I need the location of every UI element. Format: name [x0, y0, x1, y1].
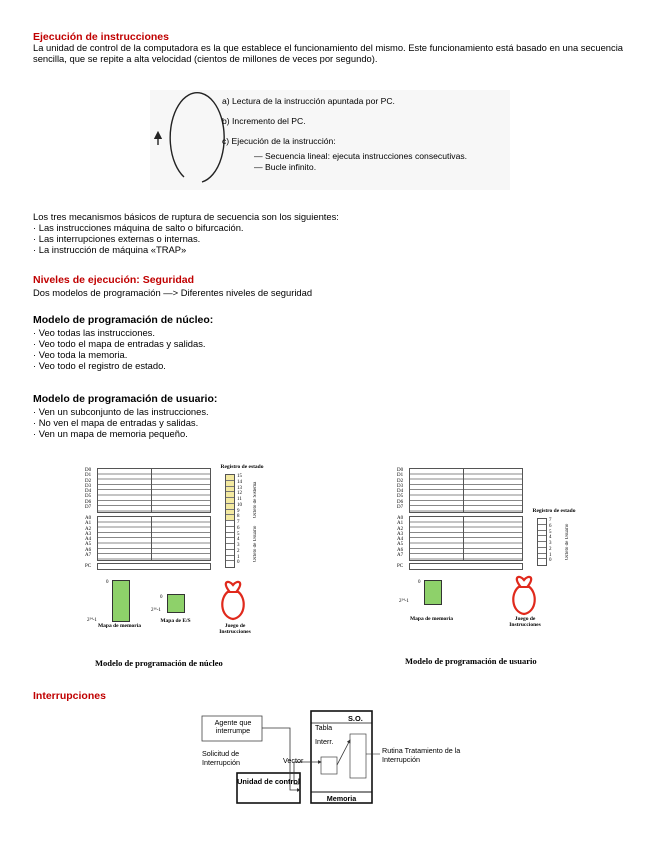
status-bit-numbers [237, 474, 242, 566]
status-bit-number: 6 [237, 525, 240, 531]
status-bit-number: 15 [237, 474, 242, 479]
status-bit-number: 13 [237, 485, 242, 491]
register-label: A2 [85, 526, 92, 532]
kernel-model-caption: Modelo de programación de núcleo [95, 658, 223, 668]
status-bit-number: 12 [237, 491, 242, 497]
status-bit-cell [226, 561, 234, 567]
address-register-labels [397, 516, 403, 558]
interrupt-request-label: Solicitud de Interrupción [202, 749, 240, 767]
interrupt-diagram [190, 710, 480, 810]
data-register-bank [409, 468, 523, 513]
os-label: S.O. [348, 714, 363, 723]
mem-top-label: 0 [418, 580, 421, 585]
register-label: A6 [397, 547, 404, 553]
address-register-labels [85, 516, 91, 558]
list-item: · No ven el mapa de entradas y salidas. [33, 417, 209, 428]
pc-label: PC [397, 564, 404, 569]
register-label: D1 [397, 473, 404, 479]
io-bottom-label: 2¹⁶-1 [151, 608, 161, 613]
system-byte-label: Octeto de Sistema [253, 481, 258, 518]
register-label: D0 [85, 468, 92, 473]
register-label: D3 [85, 483, 92, 489]
user-list [33, 406, 209, 439]
status-bit-numbers [549, 518, 552, 564]
list-item: · La instrucción de máquina «TRAP» [33, 244, 244, 255]
routine-label: Rutina Tratamiento de la Interrupción [382, 746, 461, 764]
register-label: D0 [397, 468, 404, 473]
memory-map-label: Mapa de memoria [97, 623, 142, 629]
status-bit-number: 9 [237, 508, 240, 514]
register-label: A5 [85, 542, 92, 548]
register-label: D4 [397, 489, 404, 495]
kernel-model-figure [85, 462, 285, 672]
register-label: D4 [85, 489, 92, 495]
register-divider [151, 516, 152, 561]
status-bit-number: 0 [549, 558, 552, 564]
register-label: A4 [85, 537, 92, 543]
register-label: A6 [85, 547, 92, 553]
register-label: D3 [397, 483, 404, 489]
status-bit-number: 10 [237, 502, 242, 508]
interrupt-agent-label: Agente que interrumpe [214, 718, 252, 735]
instruction-set-label: Juego de Instrucciones [509, 616, 541, 628]
status-bit-number: 1 [237, 554, 240, 560]
list-item: · Veo todo el registro de estado. [33, 360, 206, 371]
pc-register [97, 563, 211, 570]
status-bit-number: 4 [549, 535, 552, 541]
register-label: D2 [85, 478, 92, 484]
section-title-ejecucion: Ejecución de instrucciones [33, 31, 169, 43]
status-bit-number: 7 [237, 520, 240, 525]
data-register-labels [85, 468, 91, 510]
register-label: A2 [397, 526, 404, 532]
user-model-figure [397, 462, 597, 672]
instruction-set-label: Juego de Instrucciones [219, 623, 251, 635]
mechanisms-intro: Los tres mecanismos básicos de ruptura de secuencia son los siguientes: [33, 211, 339, 222]
status-bit-number: 5 [237, 531, 240, 537]
intro-paragraph: La unidad de control de la computadora es la que establece el funcionamiento del mismo. Este funcionamiento está basado en una secuencia sencilla, que se repite a alta velocidad (cientos de millones de veces por segundo). [33, 42, 623, 64]
register-divider [463, 468, 464, 513]
cycle-step-c1: — Secuencia lineal: ejecuta instrucciones consecutivas. [254, 151, 468, 161]
kernel-list [33, 327, 206, 371]
memory-map [112, 580, 130, 622]
address-register-bank [409, 516, 523, 561]
register-label: D7 [397, 505, 404, 511]
vector-label: Vector [283, 756, 304, 765]
register-divider [463, 516, 464, 561]
list-item: · Veo toda la memoria. [33, 349, 206, 360]
instruction-bag-icon [218, 579, 248, 621]
register-label: A0 [397, 516, 404, 521]
user-byte-label: Octeto de Usuario [253, 525, 258, 562]
mem-top-label: 0 [106, 580, 109, 585]
mechanisms-list [33, 222, 244, 255]
status-register-title: Registro de estado [532, 508, 576, 514]
section-title-interrupciones: Interrupciones [33, 690, 106, 702]
status-bit-number: 1 [549, 552, 552, 558]
register-label: D7 [85, 505, 92, 511]
instruction-bag-icon [509, 574, 539, 616]
register-label: A0 [85, 516, 92, 521]
address-register-bank [97, 516, 211, 561]
list-item: · Ven un subconjunto de las instrucciones. [33, 406, 209, 417]
register-label: A1 [397, 521, 404, 527]
mem-bottom-label: 2²⁴-1 [399, 599, 409, 604]
register-label: A3 [397, 531, 404, 537]
status-bit-number: 7 [549, 518, 552, 523]
status-bit-number: 14 [237, 479, 242, 485]
register-label: A5 [397, 542, 404, 548]
cycle-figure [150, 90, 510, 190]
status-register [537, 518, 547, 566]
status-bit-number: 3 [237, 543, 240, 548]
status-bit-number: 4 [237, 537, 240, 543]
register-label: A4 [397, 537, 404, 543]
register-label: D5 [85, 494, 92, 500]
register-label: D1 [85, 473, 92, 479]
cycle-step-a: a) Lectura de la instrucción apuntada por PC. [222, 96, 395, 106]
io-map-label: Mapa de E/S [160, 618, 191, 624]
io-top-label: 0 [160, 595, 163, 600]
pc-label: PC [85, 564, 92, 569]
register-label: A7 [397, 553, 404, 559]
status-bit-number: 8 [237, 514, 240, 520]
register-label: A1 [85, 521, 92, 527]
register-label: D6 [85, 499, 92, 505]
register-label: A3 [85, 531, 92, 537]
status-bit-number: 2 [237, 548, 240, 554]
control-unit-label: Unidad de control [237, 777, 300, 786]
interrupt-table-label: Tabla Interr. [315, 723, 334, 746]
register-label: D5 [397, 494, 404, 500]
register-label: D6 [397, 499, 404, 505]
list-item: · Las interrupciones externas o internas. [33, 233, 244, 244]
mem-bottom-label: 2²⁴-1 [87, 618, 97, 623]
user-byte-label: Octeto de Usuario [565, 523, 570, 560]
io-map [167, 594, 185, 613]
status-bit-number: 11 [237, 497, 242, 502]
register-label: D2 [397, 478, 404, 484]
data-register-labels [397, 468, 403, 510]
memory-map [424, 580, 442, 605]
status-register-title: Registro de estado [220, 464, 264, 470]
memory-label: Memoria [326, 794, 357, 803]
list-item: · Ven un mapa de memoria pequeño. [33, 428, 209, 439]
memory-map-label: Mapa de memoria [409, 616, 454, 622]
register-label: A7 [85, 553, 92, 559]
data-register-bank [97, 468, 211, 513]
status-bit-number: 3 [549, 541, 552, 546]
status-bit-number: 6 [549, 523, 552, 529]
list-item: · Las instrucciones máquina de salto o bifurcación. [33, 222, 244, 233]
section-title-niveles: Niveles de ejecución: Seguridad [33, 274, 195, 286]
status-bit-number: 2 [549, 546, 552, 552]
pc-register [409, 563, 523, 570]
list-item: · Veo todas las instrucciones. [33, 327, 206, 338]
user-model-caption: Modelo de programación de usuario [405, 656, 537, 666]
cycle-step-b: b) Incremento del PC. [222, 116, 306, 126]
status-bit-number: 0 [237, 560, 240, 566]
cycle-step-c2: — Bucle infinito. [254, 162, 317, 172]
register-divider [151, 468, 152, 513]
user-model-title: Modelo de programación de usuario: [33, 393, 218, 405]
section2-subtitle: Dos modelos de programación —> Diferentes niveles de seguridad [33, 287, 313, 298]
kernel-model-title: Modelo de programación de núcleo: [33, 314, 214, 326]
list-item: · Veo todo el mapa de entradas y salidas. [33, 338, 206, 349]
status-register [225, 474, 235, 568]
status-bit-cell [538, 559, 546, 565]
status-bit-number: 5 [549, 529, 552, 535]
cycle-step-c: c) Ejecución de la instrucción: [222, 136, 336, 146]
